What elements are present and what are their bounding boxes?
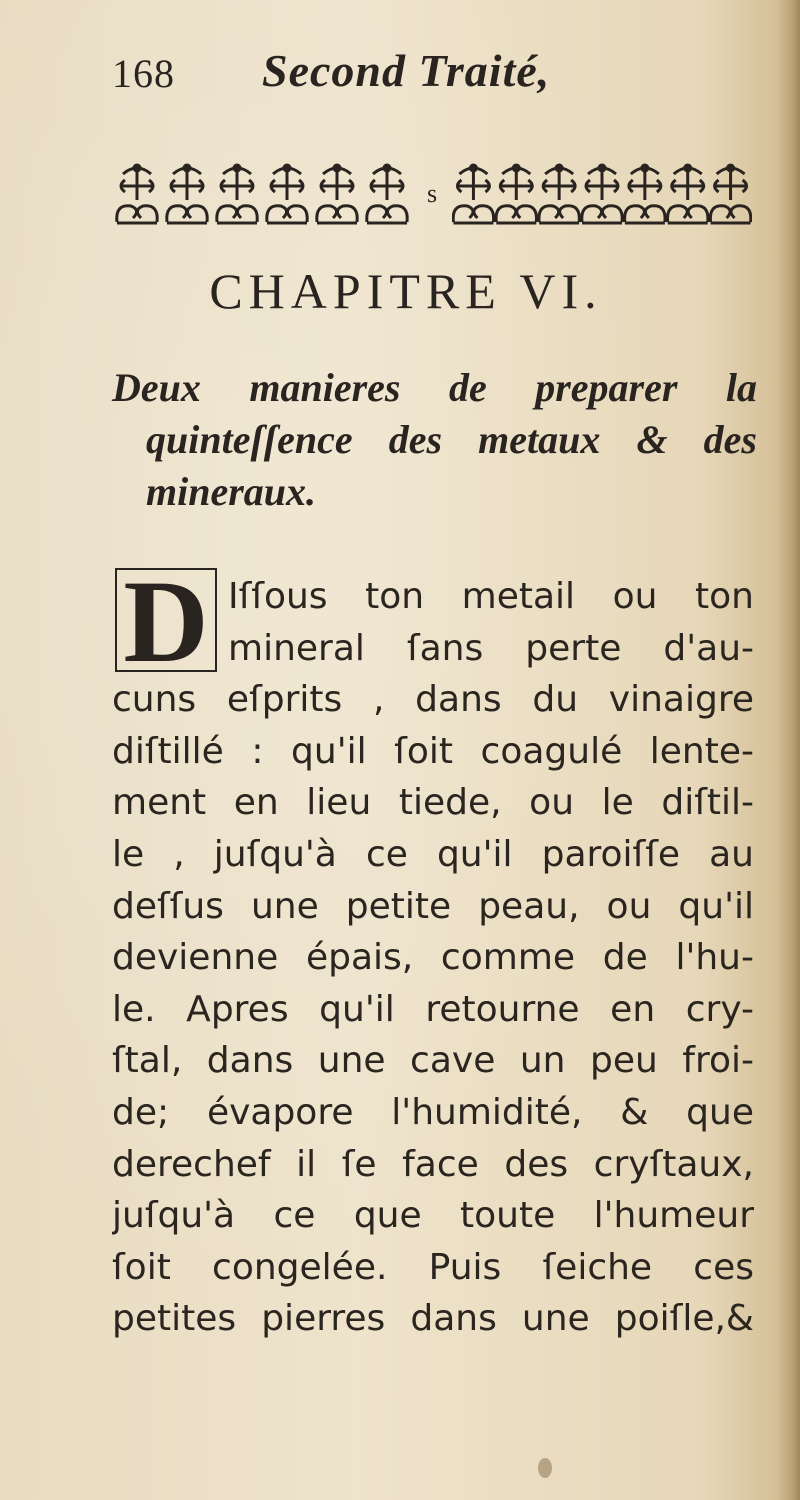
subtitle-line: mineraux. xyxy=(146,469,317,514)
fleuron-ornament xyxy=(117,164,157,223)
body-line: mineral ſans perte d'au- xyxy=(228,627,754,669)
fleuron-ornament xyxy=(496,164,536,223)
body-line: juſqu'à ce que toute l'humeur xyxy=(112,1195,754,1237)
body-line: devienne épais, comme de l'hu- xyxy=(112,937,754,979)
fleuron-ornament xyxy=(453,164,493,223)
body-line: ſtal, dans une cave un peu froi- xyxy=(112,1040,754,1082)
page-number: 168 xyxy=(112,51,175,96)
chapter-subtitle xyxy=(112,362,757,518)
page-edge-shadow xyxy=(778,0,800,1500)
fleuron-ornament xyxy=(367,164,407,223)
body-line: derechef il ſe face des cryſtaux, xyxy=(112,1143,754,1185)
page-header xyxy=(112,40,712,110)
subtitle-line: quinteſſence des metaux & des xyxy=(146,417,757,462)
drop-cap-letter: D xyxy=(123,565,209,675)
fleuron-ornament xyxy=(667,164,707,223)
body-line: ment en lieu tiede, ou le diſtil- xyxy=(112,782,754,824)
body-paragraph xyxy=(112,571,754,1345)
fleuron-ornament xyxy=(625,164,665,223)
running-head: Second Traité, xyxy=(262,45,551,96)
fleuron-ornament xyxy=(267,164,307,223)
ornament-right-group xyxy=(452,160,752,228)
fleuron-ornament xyxy=(167,164,207,223)
ornament-separator: s xyxy=(426,179,438,208)
printers-ornament-band xyxy=(112,158,752,230)
body-line: diſtillé : qu'il ſoit coagulé lente- xyxy=(112,730,754,772)
body-line: Iſſous ton metail ou ton xyxy=(228,576,754,617)
body-line: le , juſqu'à ce qu'il paroiſſe au xyxy=(112,833,754,875)
subtitle-line: Deux manieres de preparer la xyxy=(112,365,757,410)
fleuron-ornament xyxy=(710,164,750,223)
ink-smudge xyxy=(538,1458,552,1478)
fleuron-ornament xyxy=(217,164,257,223)
body-line: petites pierres dans une poiſle,& xyxy=(112,1298,754,1340)
ornament-left-group xyxy=(112,160,412,228)
body-line: deſſus une petite peau, ou qu'il xyxy=(112,885,754,927)
body-line: le. Apres qu'il retourne en cry- xyxy=(112,988,754,1030)
body-line: cuns eſprits , dans du vinaigre xyxy=(112,679,754,721)
fleuron-ornament xyxy=(317,164,357,223)
fleuron-ornament xyxy=(582,164,622,223)
body-line: ſoit congelée. Puis ſeiche ces xyxy=(112,1246,754,1288)
body-line: de; évapore l'humidité, & que xyxy=(112,1091,754,1133)
chapter-title: CHAPITRE VI. xyxy=(209,263,603,319)
fleuron-ornament xyxy=(539,164,579,223)
